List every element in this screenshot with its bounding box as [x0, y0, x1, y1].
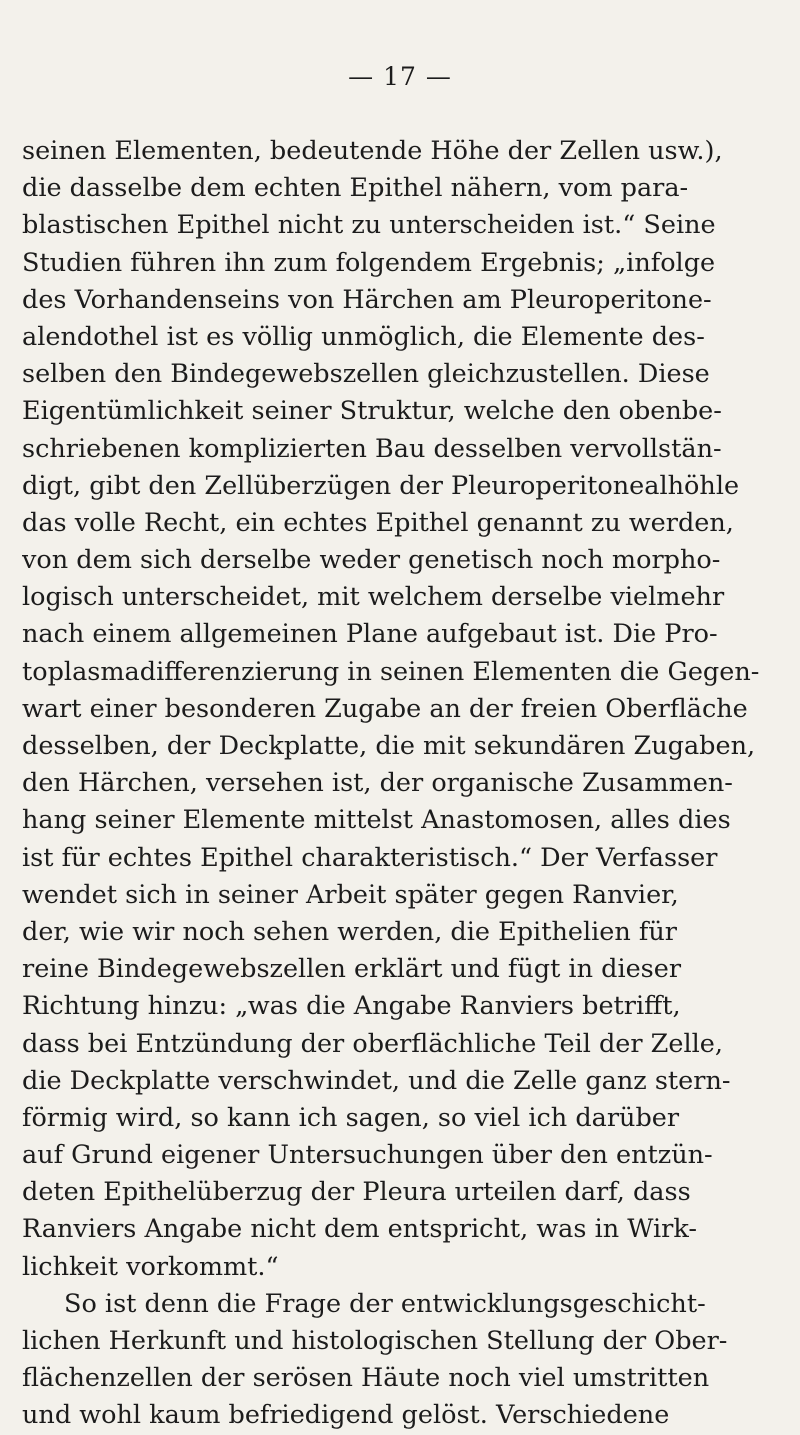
text-line: das volle Recht, ein echtes Epithel genannt zu werden, — [22, 507, 734, 538]
text-line: So ist denn die Frage der entwicklungsgeschicht- — [64, 1288, 706, 1319]
text-line: Studien führen ihn zum folgendem Ergebnis; „infolge — [22, 247, 716, 278]
paragraph — [22, 1286, 782, 1435]
text-line: flächenzellen der serösen Häute noch viel umstritten — [22, 1363, 710, 1394]
text-line: ist für echtes Epithel charakteristisch.“ Der Verfasser — [22, 842, 718, 873]
text-line: die dasselbe dem echten Epithel nähern, vom para- — [22, 173, 689, 204]
text-line: auf Grund eigener Untersuchungen über den entzün- — [22, 1140, 713, 1171]
text-line: reine Bindegewebszellen erklärt und fügt in dieser — [22, 954, 682, 985]
text-line: hang seiner Elemente mittelst Anastomosen, alles dies — [22, 805, 731, 836]
text-line: deten Epithelüberzug der Pleura urteilen darf, dass — [22, 1177, 691, 1208]
text-line: desselben, der Deckplatte, die mit sekundären Zugaben, — [22, 731, 756, 761]
text-line: den Härchen, versehen ist, der organische Zusammen- — [22, 768, 733, 799]
text-line: dass bei Entzündung der oberflächliche Teil der Zelle, — [22, 1028, 724, 1059]
text-line: toplasmadifferenzierung in seinen Elementen die Gegen- — [22, 656, 760, 687]
text-line: wart einer besonderen Zugabe an der freien Oberfläche — [22, 693, 748, 724]
text-line: Richtung hinzu: „was die Angabe Ranviers betrifft, — [22, 991, 681, 1022]
text-line: digt, gibt den Zellüberzügen der Pleuroperitonealhöhle — [22, 470, 740, 501]
text-line: die Deckplatte verschwindet, und die Zelle ganz stern- — [22, 1065, 731, 1096]
paragraph — [22, 133, 782, 1286]
text-line: seinen Elementen, bedeutende Höhe der Zellen usw.), — [22, 136, 723, 166]
text-line: und wohl kaum befriedigend gelöst. Verschiedene — [22, 1400, 670, 1431]
text-line: Eigentümlichkeit seiner Struktur, welche den obenbe- — [22, 396, 722, 427]
text-line: lichen Herkunft und histologischen Stellung der Ober- — [22, 1326, 728, 1356]
text-line: alendothel ist es völlig unmöglich, die Elemente des- — [22, 321, 705, 352]
text-line: schriebenen komplizierten Bau desselben vervollstän- — [22, 433, 722, 464]
page-number: — 17 — — [348, 62, 452, 91]
text-line: des Vorhandenseins von Härchen am Pleuroperitone- — [22, 284, 712, 315]
body-text — [22, 133, 782, 1435]
text-line: logisch unterscheidet, mit welchem derselbe vielmehr — [22, 582, 725, 613]
text-line: selben den Bindegewebszellen gleichzustellen. Diese — [22, 359, 710, 390]
text-line: förmig wird, so kann ich sagen, so viel ich darüber — [22, 1102, 680, 1133]
text-line: Ranviers Angabe nicht dem entspricht, was in Wirk- — [22, 1214, 697, 1245]
text-line: lichkeit vorkommt.“ — [22, 1251, 279, 1282]
text-line: nach einem allgemeinen Plane aufgebaut ist. Die Pro- — [22, 619, 718, 650]
text-line: der, wie wir noch sehen werden, die Epithelien für — [22, 916, 677, 947]
text-line: wendet sich in seiner Arbeit später gegen Ranvier, — [22, 879, 679, 910]
text-line: von dem sich derselbe weder genetisch noch morpho- — [22, 545, 721, 576]
text-line: blastischen Epithel nicht zu unterscheiden ist.“ Seine — [22, 210, 716, 241]
